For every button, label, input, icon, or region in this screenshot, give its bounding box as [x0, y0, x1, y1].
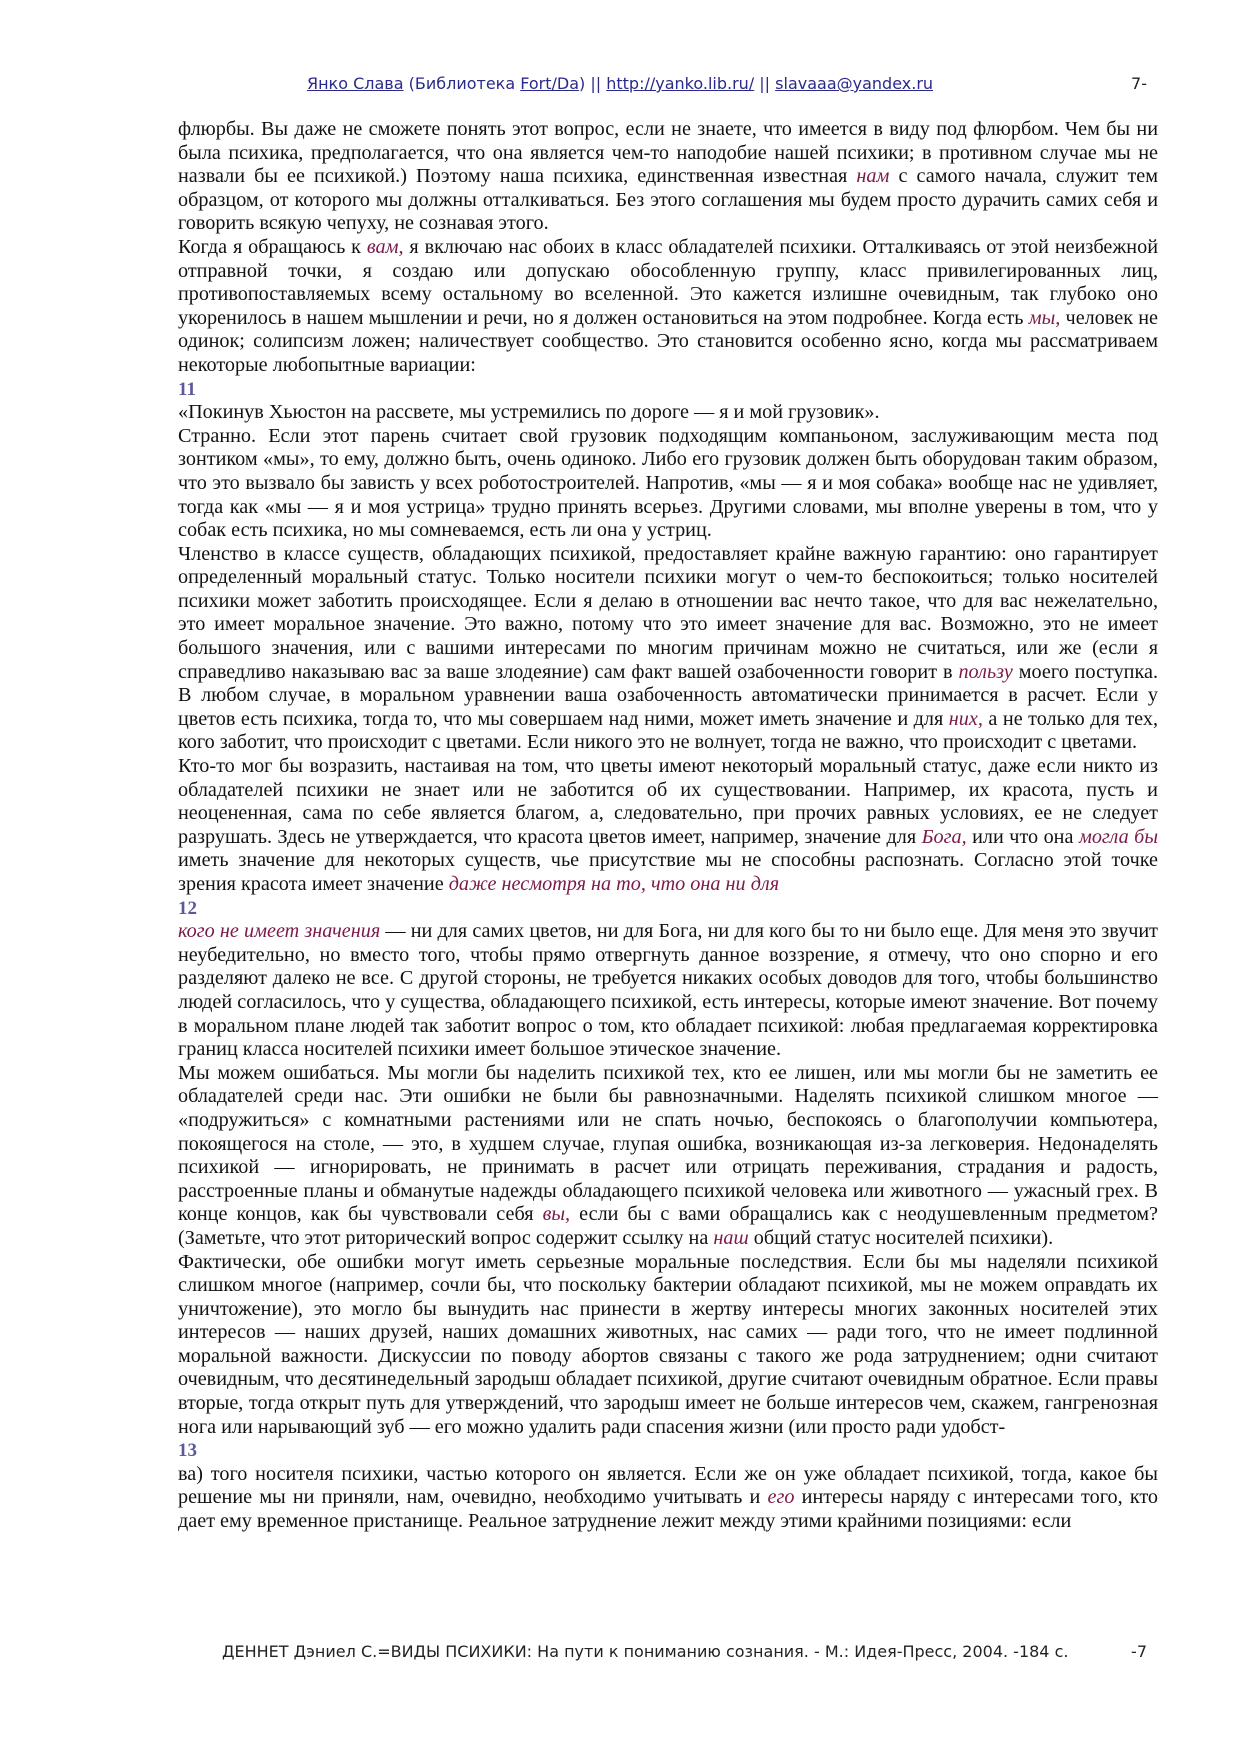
emphasis: вы,: [542, 1203, 571, 1226]
emphasis: пользу: [958, 660, 1013, 683]
original-page-number: 13: [178, 1440, 197, 1462]
paragraph: Мы можем ошибаться. Мы могли бы наделить психикой тех, кто ее лишен, или мы могли бы не заметить ее обладателей среди нас. Эти ошибки не были бы равнозначными. Наделять психикой слишком многое — «подружиться» с комнатными растениями или не спать ночью, беспокоясь о благополучии компьютера, покоящегося на столе, — это, в худшем случае, глупая ошибка, возникающая из-за легковерия. Недонаделять психикой — игнорировать, не принимать в расчет или отрицать переживания, страдания и радость, расстроенные планы и обманутые надежды обладающего психикой человека или животного — ужасный грех. В конце концов, как бы чувствовали себя вы, если бы с вами обращались как с неодушевленным предметом? (Заметьте, что этот риторический вопрос содержит ссылку на наш общий статус носителей психики).: [178, 1061, 1159, 1249]
paragraph: Когда я обращаюсь к вам, я включаю нас обоих в класс обладателей психики. Отталкиваясь от этой неизбежной отправной точки, я создаю или допускаю обособленную группу, класс привилегированных лиц, противопоставляемых всему остальному во вселенной. Это кажется излишне очевидным, так глубоко оно укоренилось в нашем мышлении и речи, но я должен остановиться на этом подробнее. Когда есть мы, человек не одинок; солипсизм ложен; наличествует сообщество. Это становится особенно ясно, когда мы рассматриваем некоторые любопытные вариации:: [178, 235, 1158, 376]
paragraph: Фактически, обе ошибки могут иметь серьезные моральные последствия. Если бы мы наделяли психикой слишком многое (например, сочли бы, что поскольку бактерии обладают психикой, мы не можем оправдать их уничтожение), это могло бы вынудить нас принести в жертву интересы многих законных носителей этих интересов — наших друзей, наших домашних животных, нас самих — ради того, что не имеет подлинной моральной важности. Дискуссии по поводу абортов связаны с такого же рода затруднением; одни считают очевидным, что десятинедельный зародыш обладает психикой, другие считают очевидным обратное. Если правы вторые, тогда открыт путь для утверждений, что зародыш имеет не больше интересов чем, скажем, гангренозная нога или нарывающий зуб — его можно удалить ради спасения жизни (или просто ради удобст-: [178, 1250, 1158, 1438]
paragraph: флюрбы. Вы даже не сможете понять этот вопрос, если не знаете, что имеется в виду под флюрбом. Чем бы ни была психика, предполагается, что она является чем-то наподобие нашей психики; в противном случае мы не назвали бы ее психикой.) Поэтому наша психика, единственная известная нам с самого начала, служит тем образцом, от которого мы должны отталкиваться. Без этого соглашения мы будем просто дурачить самих себя и говорить всякую чепуху, не сознавая этого.: [178, 118, 1158, 235]
running-header: [0, 74, 1240, 98]
emphasis: его: [767, 1486, 795, 1509]
emphasis: Бога,: [921, 825, 967, 848]
paragraph: ва) того носителя психики, частью которого он является. Если же он уже обладает психикой, тогда, какое бы решение мы ни приняли, нам, очевидно, необходимо учитывать и его интересы наряду с интересами того, кто дает ему временное пристанище. Реальное затруднение лежит между этими крайними позициями: если: [178, 1462, 1159, 1533]
original-page-number: 11: [178, 378, 196, 400]
paragraph: Кто-то мог бы возразить, настаивая на том, что цветы имеют некоторый моральный статус, даже если никто из обладателей психики не знает или не заботится об их существовании. Например, их красота, пусть и неоцененная, сама по себе является благом, а, следовательно, при прочих равных условиях, ее не следует разрушать. Здесь не утверждается, что красота цветов имеет, например, значение для Бога, или что она могла бы иметь значение для некоторых существ, чье присутствие мы не способны распознать. Согласно этой точке зрения красота имеет значение даже несмотря на то, что она ни для: [178, 755, 1159, 895]
email-link[interactable]: slavaaa@yandex.ru: [775, 74, 934, 93]
paragraph: Странно. Если этот парень считает свой грузовик подходящим компаньоном, заслуживающим места под зонтиком «мы», то ему, должно быть, очень одиноко. Либо его грузовик должен быть оборудован таким образом, что это вызвало бы зависть у всех роботостроителей. Напротив, «мы — я и моя собака» вообще нас не удивляет, тогда как «мы — я и моя устрица» трудно принять всерьез. Другими словами, мы вполне уверены в том, что у собак есть психика, но мы сомневаемся, есть ли она у устриц.: [178, 424, 1158, 542]
emphasis: нам: [856, 165, 890, 188]
emphasis: даже несмотря на то, что она ни для: [448, 873, 780, 895]
original-page-number: 12: [178, 897, 197, 919]
footer-citation: ДЕННЕТ Дэниел С.=ВИДЫ ПСИХИКИ: На пути к пониманию сознания. - М.: Идея-Пресс, 2004. -184 с.: [222, 1642, 1069, 1661]
paragraph: кого не имеет значения — ни для самих цветов, ни для Бога, ни для кого бы то ни было еще. Для меня это звучит неубедительно, но вместо того, чтобы прямо отвергнуть данное воззрение, я отмечу, что оно спорно и его разделяют далеко не все. С другой стороны, не требуется никаких особых доводов для того, чтобы большинство людей согласилось, что у существа, обладающего психикой, есть интересы, которые имеют значение. Вот почему в моральном плане людей так заботит вопрос о том, кто обладает психикой: любая предлагаемая корректировка границ класса носителей психики имеет большое этическое значение.: [178, 920, 1158, 1061]
library-link[interactable]: Fort/Da: [520, 74, 580, 93]
emphasis: кого не имеет значения: [178, 920, 381, 943]
emphasis: них,: [948, 707, 983, 730]
paragraph: Членство в классе существ, обладающих психикой, предоставляет крайне важную гарантию: оно гарантирует определенный моральный статус. Только носители психики могут о чем-то беспокоиться; только носителей психики может заботить происходящее. Если я делаю в отношении вас нечто такое, что для вас нежелательно, это имеет моральное значение. Это важно, потому что это имеет значение для вас. Возможно, это не имеет большого значения, или с вашими интересами по многим причинам можно не считаться, или же (если я справедливо наказываю вас за ваше злодеяние) сам факт вашей озабоченности говорит в пользу моего поступка. В любом случае, в моральном уравнении ваша озабоченность автоматически принимается в расчет. Если у цветов есть психика, тогда то, что мы совершаем над ними, может иметь значение и для них, а не только для тех, кого заботит, что происходит с цветами. Если никого это не волнует, тогда не важно, что происходит с цветами.: [178, 542, 1158, 754]
emphasis: вам,: [366, 235, 404, 258]
body-text: [178, 118, 1158, 1534]
header-separator: ||: [585, 74, 607, 93]
library-open: (Библиотека: [403, 74, 521, 93]
header-page-number: 7-: [1131, 74, 1147, 93]
emphasis: мы,: [1028, 306, 1061, 329]
library-close: ): [579, 74, 586, 93]
author-link[interactable]: Янко Слава: [306, 74, 404, 93]
paragraph: «Покинув Хьюстон на рассвете, мы устремились по дороге — я и мой грузовик».: [178, 401, 880, 424]
emphasis: наш: [713, 1226, 749, 1249]
site-url-link[interactable]: http://yanko.lib.ru/: [606, 74, 755, 93]
footer-page-number: -7: [1131, 1642, 1147, 1661]
header-separator: ||: [754, 74, 776, 93]
emphasis: могла бы: [1078, 825, 1159, 848]
